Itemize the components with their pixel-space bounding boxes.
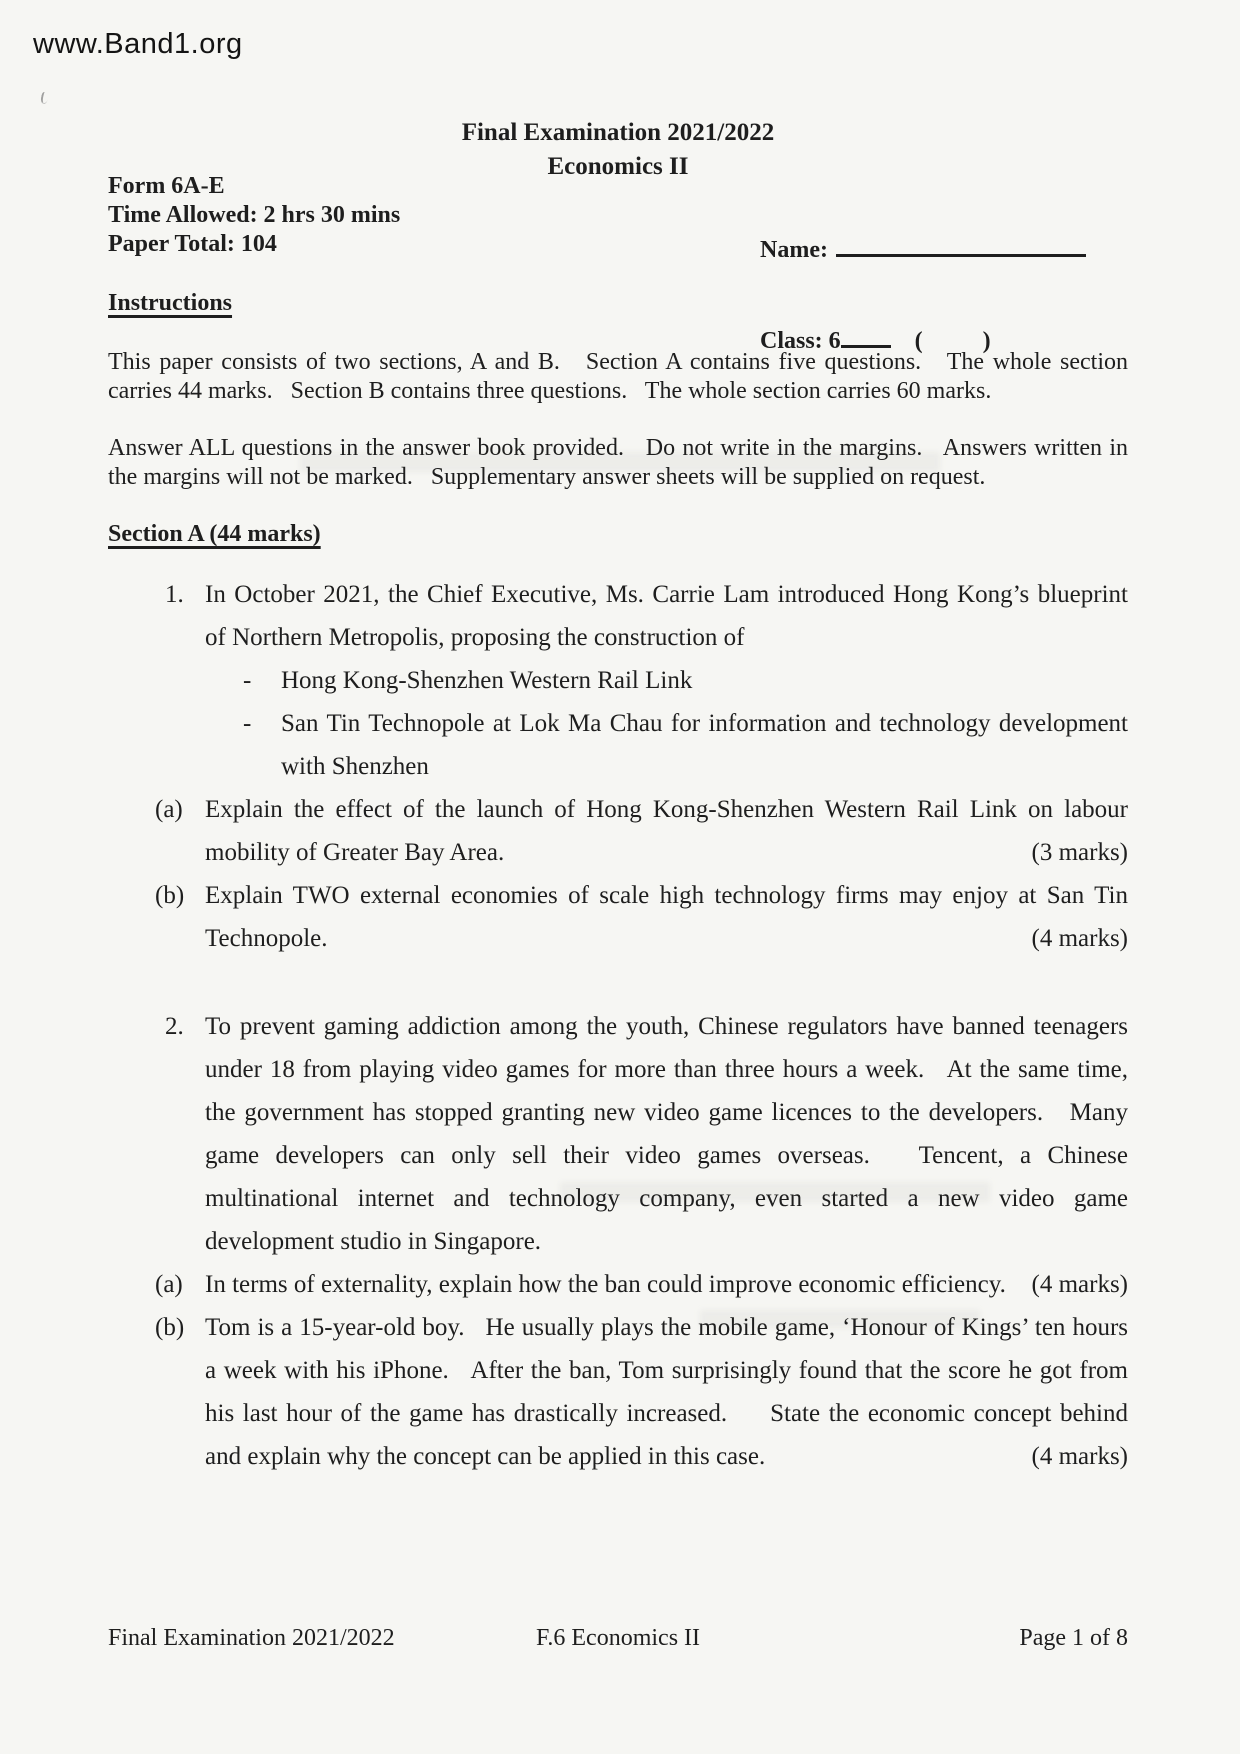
part-text: In terms of externality, explain how the ban could improve economic efficiency. — [205, 1271, 1006, 1298]
page-footer — [108, 1624, 1128, 1652]
part-marks: (4 marks) — [1031, 925, 1128, 952]
instructions-paragraph: This paper consists of two sections, A and B. Section A contains five questions. The whole section carries 44 marks. Section B contains three questions. The whole section carries 60 marks. — [108, 349, 1134, 404]
question-2 — [108, 1005, 1135, 1478]
bullet-dash: - — [243, 667, 252, 694]
part-label: (a) — [155, 1271, 183, 1298]
watermark-url: www.Band1.org — [33, 28, 243, 60]
form-info: Form 6A-E — [108, 173, 225, 199]
class-number-parens: ( ) — [890, 328, 991, 354]
bullet-text: Hong Kong-Shenzhen Western Rail Link — [281, 667, 693, 694]
bullet-text: San Tin Technopole at Lok Ma Chau for information and technology development with Shenzhen — [281, 710, 1128, 780]
question-part-b — [155, 874, 1134, 960]
name-label: Name: — [760, 237, 828, 263]
footer-paper-name: F.6 Economics II — [535, 1625, 701, 1651]
part-marks: (3 marks) — [1031, 839, 1128, 866]
bullet-dash: - — [243, 710, 252, 737]
part-label: (a) — [155, 796, 183, 823]
exam-info-block — [108, 172, 400, 259]
question-intro: In October 2021, the Chief Executive, Ms. Carrie Lam introduced Hong Kong’s blueprint of Northern Metropolis, proposing the construction of — [205, 581, 1135, 651]
bullet-item — [205, 702, 1128, 788]
footer-page-number: Page 1 of 8 — [1019, 1625, 1128, 1651]
question-number: 1. — [165, 581, 184, 608]
name-row — [760, 234, 1140, 265]
footer-exam-name: Final Examination 2021/2022 — [108, 1625, 395, 1651]
question-1 — [108, 573, 1135, 960]
scan-artifact — [40, 91, 49, 104]
part-label: (b) — [155, 882, 185, 909]
bullet-item — [205, 659, 1128, 702]
part-marks: (4 marks) — [1031, 1443, 1128, 1470]
question-intro: To prevent gaming addiction among the youth, Chinese regulators have banned teenagers under 18 from playing video games for more than three hours a week. At the same time, the government has stopped granting new video game licences to the developers. Many game developers can only sell their video games overseas. Tencent, a Chinese multinational internet and technology company, even started a new video game development studio in Singapore. — [205, 1013, 1135, 1255]
name-blank-line — [836, 234, 1086, 257]
time-allowed-info: Time Allowed: 2 hrs 30 mins — [108, 202, 401, 228]
part-text: Tom is a 15-year-old boy. He usually plays the mobile game, ‘Honour of Kings’ ten hours a week with his iPhone. After the ban, Tom surprisingly found that the score he got from his last hour of the game has drastically increased. State the economic concept behind and explain why the concept can be applied in this case. — [205, 1314, 1135, 1470]
question-part-a — [155, 1263, 1128, 1306]
instructions-paragraph: Answer ALL questions in the answer book provided. Do not write in the margins. Answers written in the margins will not be marked. Supplementary answer sheets will be supplied on request. — [108, 435, 1134, 490]
question-part-b — [155, 1306, 1135, 1478]
exam-subject: Economics II — [547, 153, 689, 180]
exam-title: Final Examination 2021/2022 — [461, 119, 775, 146]
instructions-heading: Instructions — [108, 290, 233, 316]
part-marks: (4 marks) — [1031, 1271, 1128, 1298]
section-a-heading: Section A (44 marks) — [108, 521, 321, 547]
part-text: Explain the effect of the launch of Hong Kong-Shenzhen Western Rail Link on labour mobility of Greater Bay Area. — [205, 796, 1135, 866]
exam-body — [108, 290, 1135, 1478]
class-label: Class: 6 — [760, 328, 841, 354]
question-part-a — [155, 788, 1135, 874]
paper-total-info: Paper Total: 104 — [108, 231, 277, 257]
question-number: 2. — [165, 1013, 184, 1040]
part-text: Explain TWO external economies of scale high technology firms may enjoy at San Tin Technopole. — [205, 882, 1134, 952]
part-label: (b) — [155, 1314, 185, 1341]
